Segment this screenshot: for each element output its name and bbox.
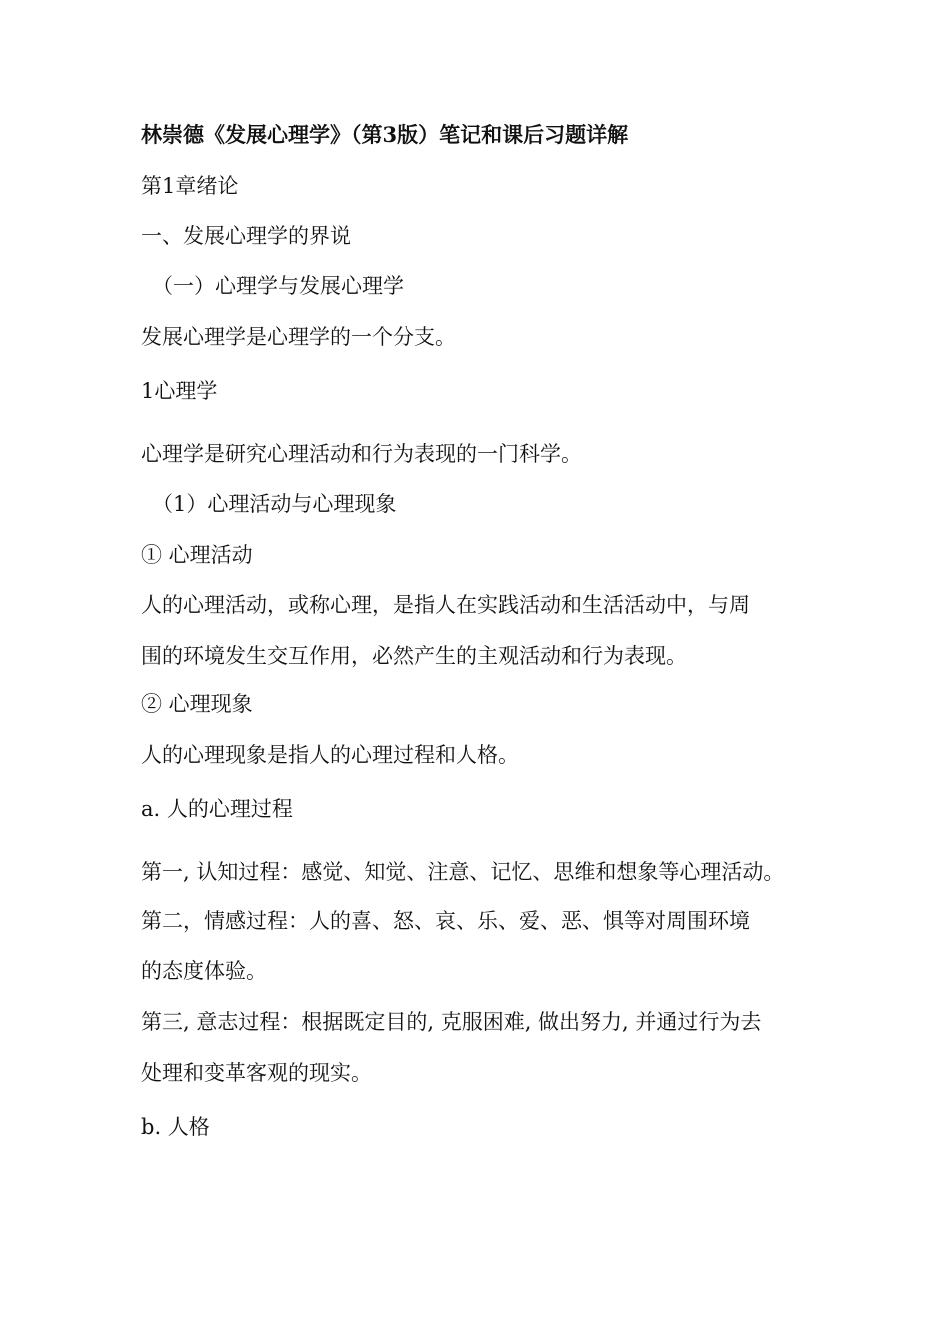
paragraph: 第一, 认知过程：感觉、知觉、注意、记忆、思维和想象等心理活动。 <box>141 860 785 884</box>
paragraph: 人的心理现象是指人的心理过程和人格。 <box>141 743 519 767</box>
paragraph-line: 第二，情感过程：人的喜、怒、哀、乐、爱、恶、惧等对周围环境 <box>141 909 750 933</box>
lettered-heading: b. 人格 <box>141 1115 210 1139</box>
paragraph-line: 围的环境发生交互作用，必然产生的主观活动和行为表现。 <box>141 644 687 668</box>
subheading: 1心理学 <box>141 379 218 403</box>
paragraph-line: 第三, 意志过程：根据既定目的, 克服困难, 做出努力, 并通过行为去 <box>141 1010 762 1034</box>
paragraph: 发展心理学是心理学的一个分支。 <box>141 325 456 349</box>
circled-item-heading: ① 心理活动 <box>141 543 253 567</box>
paragraph-line: 处理和变革客观的现实。 <box>141 1061 372 1085</box>
subsection-heading: （一）心理学与发展心理学 <box>152 274 404 298</box>
chapter-heading: 第1章绪论 <box>141 174 239 198</box>
paragraph-line: 的态度体验。 <box>141 959 267 983</box>
circled-item-heading: ② 心理现象 <box>141 692 253 716</box>
paragraph-line: 人的心理活动，或称心理，是指人在实践活动和生活活动中，与周 <box>141 593 750 617</box>
paragraph: 心理学是研究心理活动和行为表现的一门科学。 <box>141 442 582 466</box>
lettered-heading: a. 人的心理过程 <box>141 797 293 821</box>
document-title: 林崇德《发展心理学》（第3版）笔记和课后习题详解 <box>141 122 629 147</box>
numbered-heading: （1）心理活动与心理现象 <box>152 492 397 516</box>
section-heading: 一、发展心理学的界说 <box>141 224 351 248</box>
